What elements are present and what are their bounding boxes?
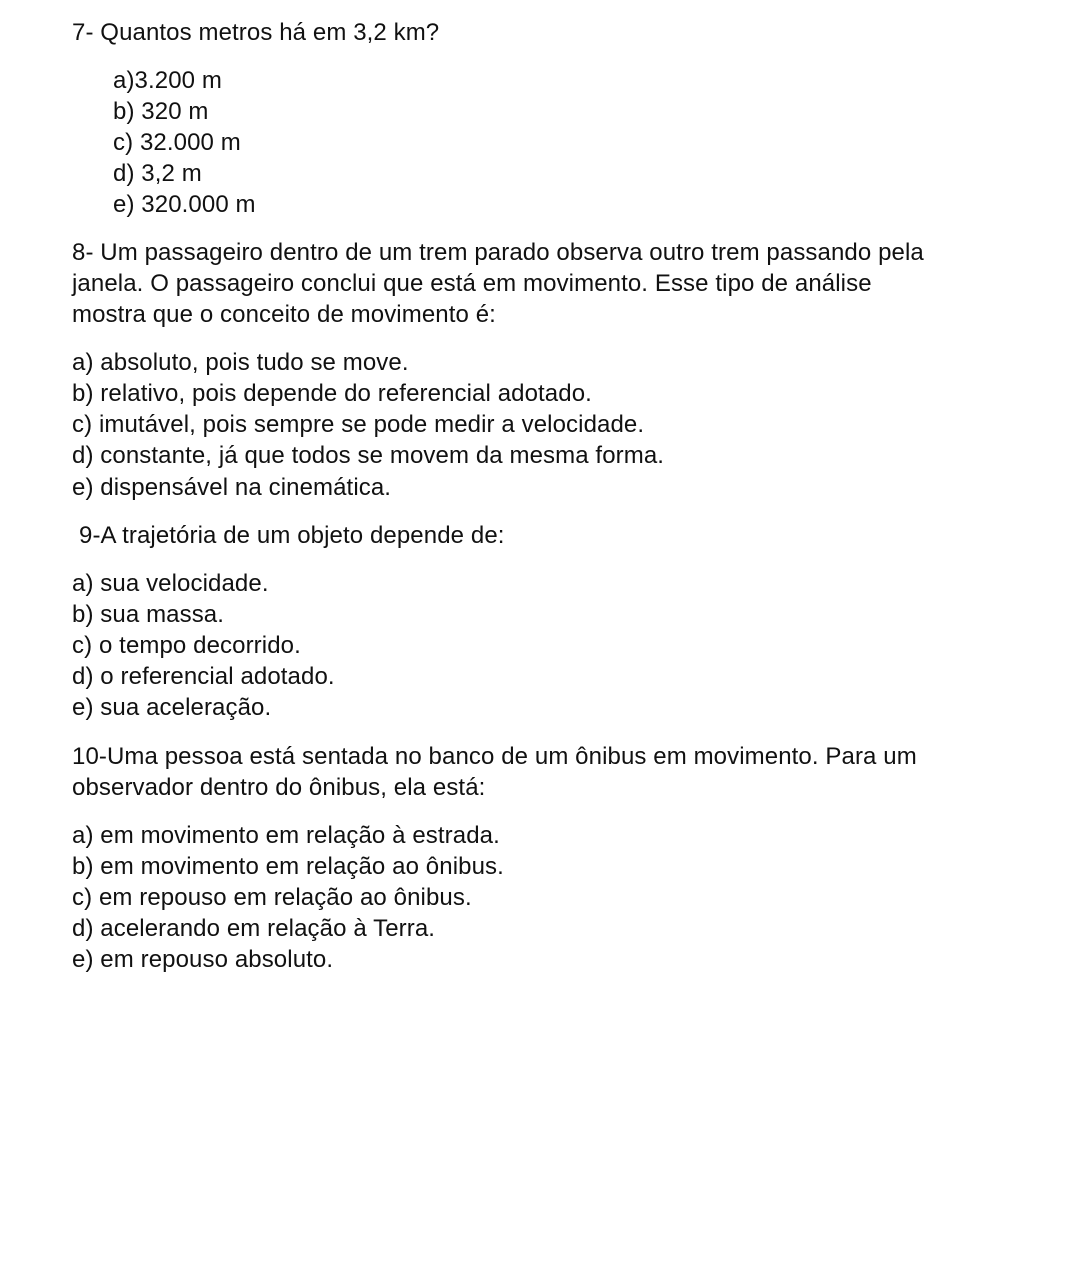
question-8-option-a: a) absoluto, pois tudo se move. — [72, 349, 409, 376]
question-8-text-line-3: mostra que o conceito de movimento é: — [72, 301, 496, 328]
question-7-option-c: c) 32.000 m — [113, 129, 241, 156]
question-9-option-b: b) sua massa. — [72, 601, 225, 628]
question-8-option-d: d) constante, já que todos se movem da mesma forma. — [72, 442, 665, 469]
question-7-option-e: e) 320.000 m — [113, 191, 256, 218]
question-10-option-d: d) acelerando em relação à Terra. — [72, 915, 436, 942]
question-8-option-b: b) relativo, pois depende do referencial adotado. — [72, 380, 592, 407]
question-9-option-d: d) o referencial adotado. — [72, 663, 335, 690]
question-9-option-e: e) sua aceleração. — [72, 694, 272, 721]
question-10-option-b: b) em movimento em relação ao ônibus. — [72, 853, 504, 880]
question-9-option-c: c) o tempo decorrido. — [72, 632, 301, 659]
question-10-option-c: c) em repouso em relação ao ônibus. — [72, 884, 472, 911]
question-8-option-c: c) imutável, pois sempre se pode medir a velocidade. — [72, 411, 645, 438]
question-9-text: 9-A trajetória de um objeto depende de: — [79, 522, 505, 549]
question-10-text-line-1: 10-Uma pessoa está sentada no banco de um ônibus em movimento. Para um — [72, 743, 917, 770]
question-8-text-line-1: 8- Um passageiro dentro de um trem parado observa outro trem passando pela — [72, 239, 924, 266]
question-8-option-e: e) dispensável na cinemática. — [72, 474, 392, 501]
question-7-option-d: d) 3,2 m — [113, 160, 202, 187]
question-7-option-a: a)3.200 m — [113, 67, 222, 94]
question-7-option-b: b) 320 m — [113, 98, 209, 125]
question-10-option-e: e) em repouso absoluto. — [72, 946, 334, 973]
question-10-text-line-2: observador dentro do ônibus, ela está: — [72, 774, 486, 801]
question-10-option-a: a) em movimento em relação à estrada. — [72, 822, 500, 849]
question-9-option-a: a) sua velocidade. — [72, 570, 269, 597]
question-7-text: 7- Quantos metros há em 3,2 km? — [72, 19, 440, 46]
question-8-text-line-2: janela. O passageiro conclui que está em movimento. Esse tipo de análise — [72, 270, 872, 297]
